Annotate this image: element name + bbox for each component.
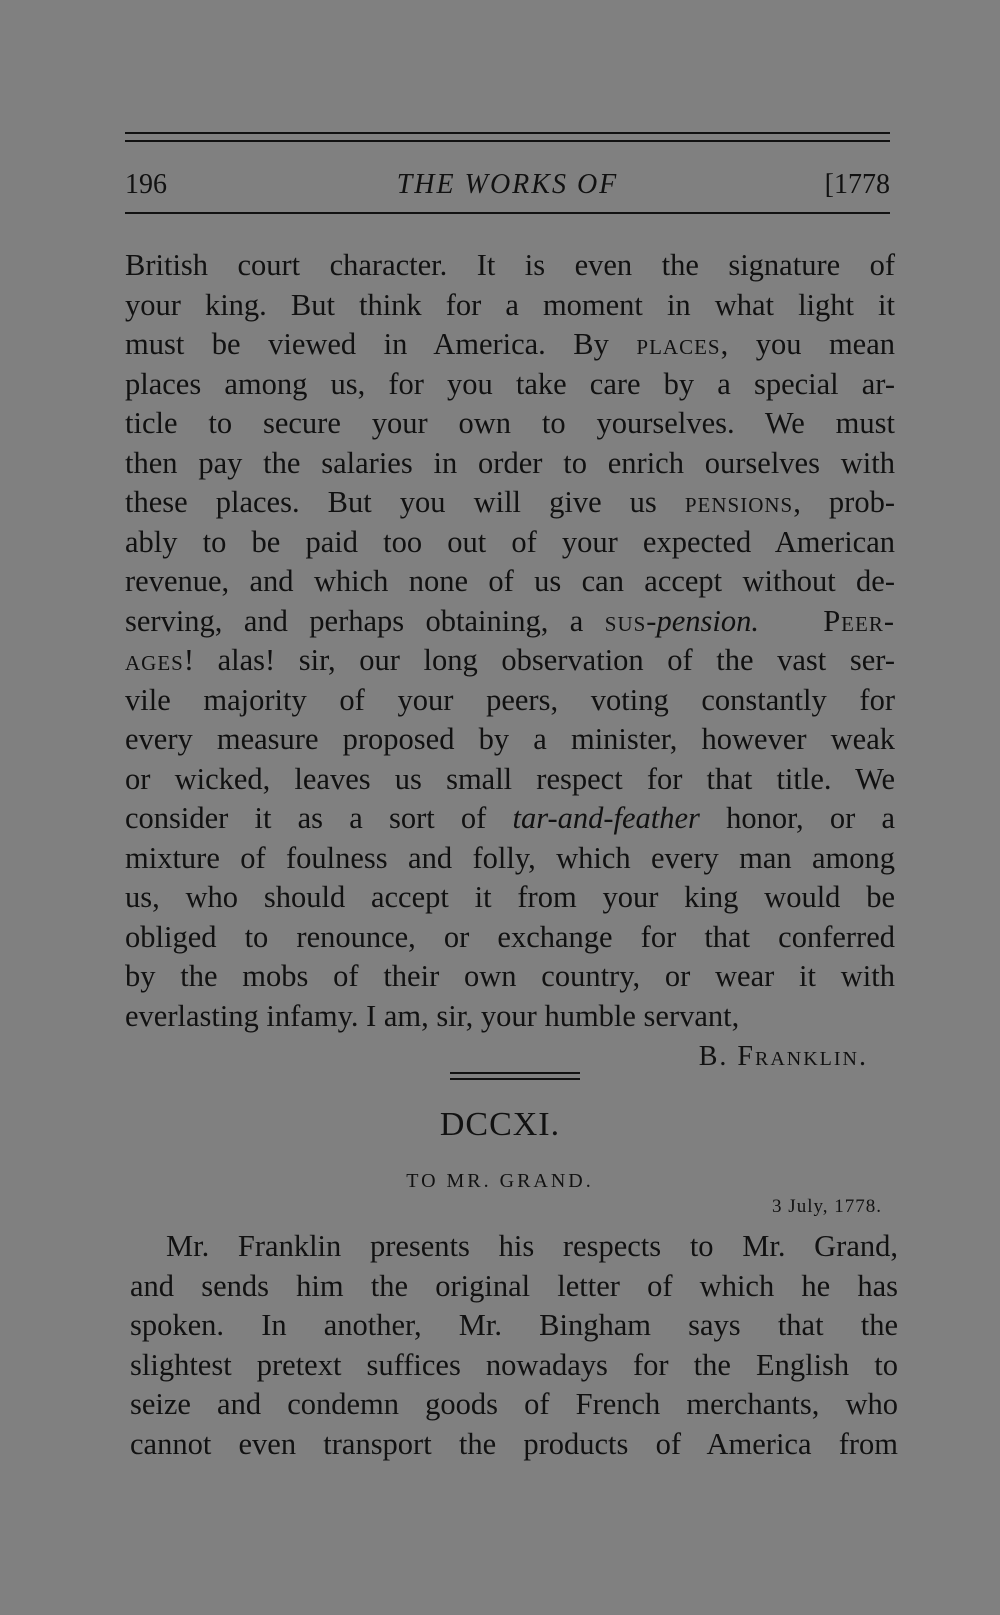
- text-line: obliged to renounce, or exchange for that conferred: [125, 919, 895, 954]
- text-line: ably to be paid too out of your expected American: [125, 524, 895, 559]
- text-line: revenue, and which none of us can accept without de-: [125, 564, 895, 598]
- text-line: then pay the salaries in order to enrich ourselves with: [125, 445, 895, 480]
- text-line: [125, 799, 895, 839]
- text-line: or wicked, leaves us small respect for that title. We: [125, 761, 895, 796]
- text-line: every measure proposed by a minister, however weak: [125, 722, 895, 756]
- section-divider-2: [450, 1078, 580, 1080]
- header-year: [1778: [824, 169, 890, 200]
- text-line: ticle to secure your own to yourselves. We must: [125, 406, 895, 440]
- text-line: cannot even transport the products of America from: [130, 1426, 898, 1461]
- text-line: seize and condemn goods of French merchants, who: [130, 1387, 898, 1421]
- text-run: consider it as a sort of: [125, 801, 513, 835]
- text-run: these places. But you will give us: [125, 485, 685, 519]
- small-caps-word: places: [636, 327, 721, 361]
- small-caps-word: pensions: [684, 485, 794, 519]
- text-line: [125, 641, 895, 681]
- text-line: and sends him the original letter of which he has: [130, 1268, 898, 1303]
- text-line: everlasting infamy. I am, sir, your humble servant,: [125, 998, 740, 1033]
- text-line: by the mobs of their own country, or wear it with: [125, 959, 895, 993]
- text-run: , you mean: [720, 327, 895, 361]
- letter-date: 3 July, 1778.: [772, 1196, 882, 1217]
- text-run: serving, and perhaps obtaining, a: [125, 603, 605, 638]
- text-run: ! alas! sir, our long observation of the vast ser-: [183, 643, 895, 677]
- text-line: your king. But think for a moment in what light it: [125, 287, 895, 322]
- header-top-rule-2: [125, 140, 890, 142]
- small-caps-word: sus: [604, 603, 647, 638]
- text-line: mixture of foulness and folly, which every man among: [125, 840, 895, 875]
- letter2-body: [130, 1227, 898, 1464]
- running-header: [125, 165, 890, 205]
- text-run: must be viewed in America. By: [125, 327, 637, 361]
- page-number: 196: [125, 169, 167, 200]
- letter-number: DCCXI.: [439, 1106, 561, 1143]
- letter-body: [125, 246, 895, 1036]
- text-line: slightest pretext suffices nowadays for the English to: [130, 1347, 898, 1382]
- text-line: [125, 325, 895, 365]
- text-line: places among us, for you take care by a special ar-: [125, 366, 895, 401]
- header-bottom-rule: [125, 212, 890, 214]
- letter-recipient: TO MR. GRAND.: [406, 1170, 594, 1192]
- signature: B. Franklin.: [698, 1041, 868, 1072]
- text-line: us, who should accept it from your king would be: [125, 880, 895, 914]
- section-divider: [450, 1072, 580, 1074]
- text-line: [125, 602, 895, 642]
- text-run: honor, or a: [699, 801, 895, 835]
- running-title: THE WORKS OF: [396, 169, 619, 200]
- italic-word: tar-and-feather: [512, 801, 700, 835]
- header-top-rule: [125, 132, 890, 134]
- text-line: [125, 483, 895, 523]
- small-caps-word: ages: [125, 643, 184, 677]
- text-line: spoken. In another, Mr. Bingham says that the: [130, 1308, 898, 1342]
- text-line: Mr. Franklin presents his respects to Mr. Grand,: [166, 1229, 898, 1263]
- text-line: British court character. It is even the signature of: [125, 248, 895, 282]
- text-run: , prob-: [793, 485, 895, 519]
- small-caps-word: Peer-: [823, 603, 896, 638]
- italic-word: -pension.: [646, 603, 759, 638]
- text-line: vile majority of your peers, voting constantly for: [125, 682, 895, 717]
